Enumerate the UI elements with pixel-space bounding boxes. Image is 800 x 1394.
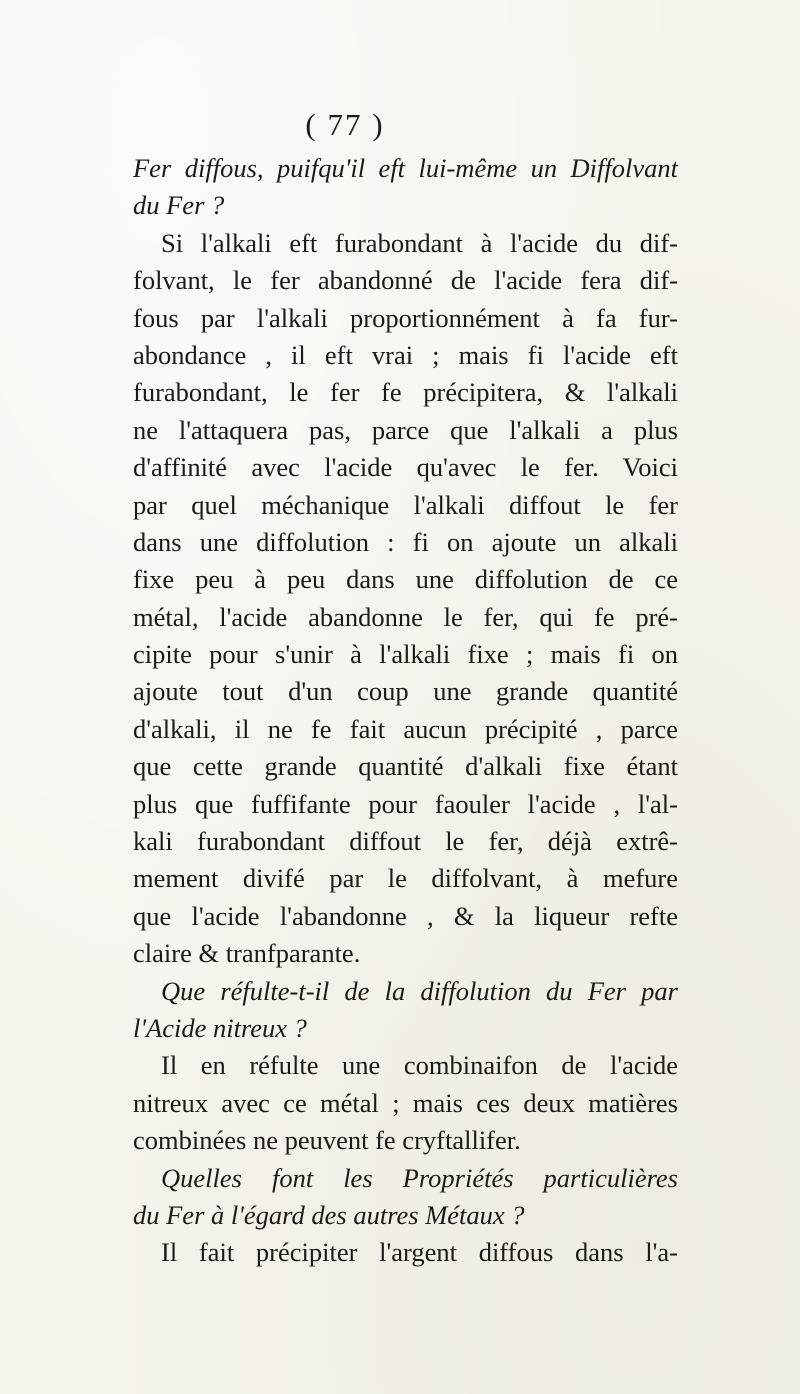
text-line: d'affinité avec l'acide qu'avec le fer. Voici (133, 452, 678, 483)
text-line: plus que fuffifante pour faouler l'acide , l'al- (133, 788, 678, 819)
text-line: folvant, le fer abandonné de l'acide fera dif- (133, 265, 678, 296)
page-number: ( 77 ) (305, 107, 385, 142)
text-line: ne l'attaquera pas, parce que l'alkali a plus (133, 414, 678, 445)
text-line: fous par l'alkali proportionnément à fa fur- (133, 302, 678, 333)
text-line: ajoute tout d'un coup une grande quantité (133, 676, 678, 707)
text-line: kali furabondant diffout le fer, déjà extrê- (133, 826, 678, 857)
text-line: par quel méchanique l'alkali diffout le fer (133, 489, 678, 520)
question-line: Fer diffous, puifqu'il eft lui-même un Diffolvant (133, 153, 678, 183)
text-line: furabondant, le fer fe précipitera, & l'alkali (133, 377, 678, 408)
text-line: combinées ne peuvent fe cryftallifer. (133, 1125, 521, 1156)
text-line: Il en réfulte une combinaifon de l'acide (161, 1050, 678, 1081)
text-line: claire & tranfparante. (133, 938, 361, 969)
text-line: abondance , il eft vrai ; mais fi l'acide eft (133, 339, 678, 370)
text-line: d'alkali, il ne fe fait aucun précipité , parce (133, 713, 678, 744)
body-text (133, 150, 678, 1272)
text-line: que cette grande quantité d'alkali fixe étant (133, 751, 678, 782)
question-line: Quelles font les Propriétés particulières (161, 1162, 678, 1193)
question-line: du Fer ? (133, 190, 225, 221)
text-line: que l'acide l'abandonne , & la liqueur refte (133, 900, 678, 931)
question-line: Que réfulte-t-il de la diffolution du Fer par (161, 975, 678, 1006)
text-line: nitreux avec ce métal ; mais ces deux matières (133, 1087, 678, 1118)
text-line: métal, l'acide abandonne le fer, qui fe pré- (133, 601, 678, 632)
text-line: Si l'alkali eft furabondant à l'acide du dif- (161, 227, 678, 258)
question-line: l'Acide nitreux ? (133, 1012, 307, 1043)
text-line: Il fait précipiter l'argent diffous dans l'a- (161, 1237, 678, 1268)
question-line: du Fer à l'égard des autres Métaux ? (133, 1199, 525, 1230)
text-line: fixe peu à peu dans une diffolution de ce (133, 564, 678, 595)
text-line: dans une diffolution : fi on ajoute un alkali (133, 526, 678, 557)
text-line: cipite pour s'unir à l'alkali fixe ; mais fi on (133, 639, 678, 670)
text-line: mement divifé par le diffolvant, à mefure (133, 863, 678, 894)
